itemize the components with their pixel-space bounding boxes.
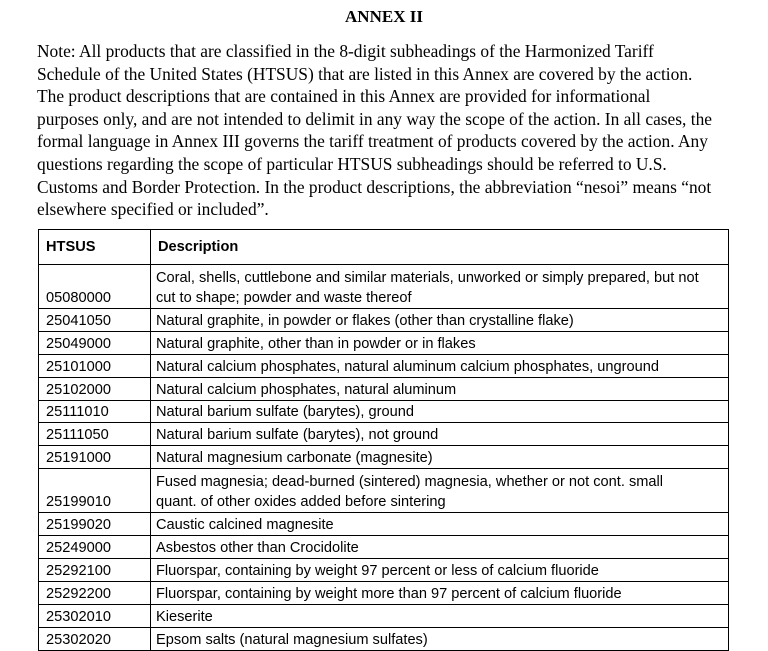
table-row bbox=[39, 446, 729, 469]
description-line: Coral, shells, cuttlebone and similar materials, unworked or simply prepared, but not bbox=[156, 270, 699, 286]
description-cell: Asbestos other than Crocidolite bbox=[151, 536, 729, 559]
table-row bbox=[39, 581, 729, 604]
description-cell: Fluorspar, containing by weight more than 97 percent of calcium fluoride bbox=[151, 581, 729, 604]
description-cell: Natural calcium phosphates, natural aluminum calcium phosphates, unground bbox=[151, 354, 729, 377]
note-line: The product descriptions that are contained in this Annex are provided for informational bbox=[37, 86, 651, 107]
description-line: Fused magnesia; dead-burned (sintered) magnesia, whether or not cont. small bbox=[156, 474, 663, 491]
description-cell: Natural graphite, in powder or flakes (other than crystalline flake) bbox=[151, 309, 729, 332]
table-row bbox=[39, 627, 729, 650]
table-row bbox=[39, 354, 729, 377]
htsus-code: 05080000 bbox=[39, 265, 151, 309]
htsus-code: 25111050 bbox=[39, 423, 151, 446]
htsus-code: 25249000 bbox=[39, 536, 151, 559]
htsus-code: 25199020 bbox=[39, 513, 151, 536]
table-row bbox=[39, 377, 729, 400]
htsus-table bbox=[38, 229, 729, 651]
note-line: purposes only, and are not intended to delimit in any way the scope of the action. In all cases, the bbox=[37, 108, 712, 129]
note-line: Schedule of the United States (HTSUS) that are listed in this Annex are covered by the action. bbox=[37, 63, 693, 84]
description-line: quant. of other oxides added before sintering bbox=[156, 494, 446, 511]
description-cell: Natural calcium phosphates, natural aluminum bbox=[151, 377, 729, 400]
table-row bbox=[39, 559, 729, 582]
htsus-code: 25049000 bbox=[39, 331, 151, 354]
table-row bbox=[39, 265, 729, 309]
htsus-code: 25191000 bbox=[39, 446, 151, 469]
note-line: Customs and Border Protection. In the product descriptions, the abbreviation “nesoi” means “not bbox=[37, 176, 712, 197]
table-row bbox=[39, 536, 729, 559]
description-cell: Natural graphite, other than in powder or in flakes bbox=[151, 331, 729, 354]
htsus-code: 25041050 bbox=[39, 309, 151, 332]
description-cell: Epsom salts (natural magnesium sulfates) bbox=[151, 627, 729, 650]
note-line: Note: All products that are classified in the 8-digit subheadings of the Harmonized Tariff bbox=[37, 41, 654, 61]
note-line: questions regarding the scope of particular HTSUS subheadings should be referred to U.S. bbox=[37, 153, 667, 174]
description-cell bbox=[151, 469, 729, 513]
table-row bbox=[39, 513, 729, 536]
annex-note bbox=[37, 40, 737, 221]
htsus-code: 25302010 bbox=[39, 604, 151, 627]
note-line: formal language in Annex III governs the tariff treatment of products covered by the action. Any bbox=[37, 131, 708, 152]
table-row bbox=[39, 331, 729, 354]
description-cell: Natural barium sulfate (barytes), not ground bbox=[151, 423, 729, 446]
annex-title: ANNEX II bbox=[345, 7, 423, 26]
htsus-code: 25111010 bbox=[39, 400, 151, 423]
header-description: Description bbox=[151, 230, 729, 265]
htsus-code: 25199010 bbox=[39, 469, 151, 513]
note-line: elsewhere specified or included”. bbox=[37, 199, 269, 220]
table-row bbox=[39, 423, 729, 446]
description-cell: Caustic calcined magnesite bbox=[151, 513, 729, 536]
htsus-code: 25302020 bbox=[39, 627, 151, 650]
table-header-row bbox=[39, 230, 729, 265]
header-htsus: HTSUS bbox=[39, 230, 151, 265]
description-cell bbox=[151, 265, 729, 309]
htsus-code: 25101000 bbox=[39, 354, 151, 377]
table-row bbox=[39, 469, 729, 513]
description-cell: Natural magnesium carbonate (magnesite) bbox=[151, 446, 729, 469]
description-cell: Natural barium sulfate (barytes), ground bbox=[151, 400, 729, 423]
table-row bbox=[39, 400, 729, 423]
description-cell: Fluorspar, containing by weight 97 percent or less of calcium fluoride bbox=[151, 559, 729, 582]
table-row bbox=[39, 309, 729, 332]
table-row bbox=[39, 604, 729, 627]
htsus-code: 25292100 bbox=[39, 559, 151, 582]
htsus-code: 25292200 bbox=[39, 581, 151, 604]
htsus-code: 25102000 bbox=[39, 377, 151, 400]
description-line: cut to shape; powder and waste thereof bbox=[156, 290, 412, 306]
description-cell: Kieserite bbox=[151, 604, 729, 627]
